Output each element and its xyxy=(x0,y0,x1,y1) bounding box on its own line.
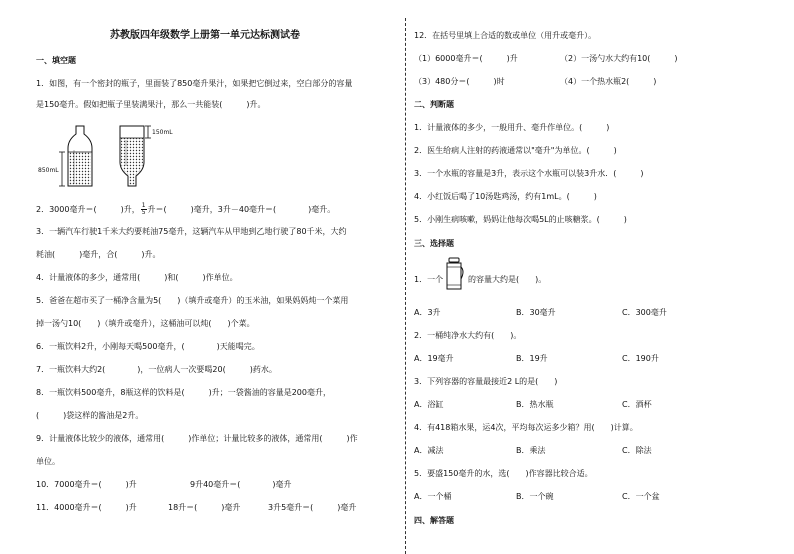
question-12-item-3: （3）480分＝( )时 xyxy=(414,77,505,86)
choice-4-option-b: B．乘法 xyxy=(516,446,546,455)
question-12-item-4: （4）一个热水瓶2( ) xyxy=(560,77,657,86)
fraction-one-fifth xyxy=(141,203,147,216)
choice-3-option-a: A．浴缸 xyxy=(414,400,444,409)
judgment-3: 3．一个水瓶的容量是3升，表示这个水瓶可以装3升水．( ) xyxy=(414,169,644,178)
bottle-figure xyxy=(36,122,186,192)
choice-1-suffix: 的容量大约是( )。 xyxy=(468,275,547,284)
question-10-part-b: 9升40毫升＝( )毫升 xyxy=(190,480,292,489)
question-10-part-a: 10．7000毫升＝( )升 xyxy=(36,480,137,489)
choice-1-prefix: 1．一个 xyxy=(414,275,444,284)
judgment-5: 5．小刚生病咳嗽，妈妈让他每次喝5L的止咳糖浆。( ) xyxy=(414,215,627,224)
thermos-bottle-icon xyxy=(443,257,465,291)
question-1-line-2: 是150毫升。假如把瓶子里装满果汁，那么一共能装( )升。 xyxy=(36,100,266,109)
question-6: 6．一瓶饮料2升，小刚每天喝500毫升，( )天能喝完。 xyxy=(36,342,260,351)
choice-2: 2．一桶纯净水大约有( )。 xyxy=(414,331,522,340)
question-9-line-1: 9．计量液体比较少的液体，通常用( )作单位；计量比较多的液体，通常用( )作 xyxy=(36,434,358,443)
question-3-line-1: 3．一辆汽车行驶1千米大约要耗油75毫升，这辆汽车从甲地到乙地行驶了80千米，大约 xyxy=(36,227,347,236)
question-2-part-b: 升＝( )毫升，3升－40毫升＝( )毫升。 xyxy=(147,205,336,214)
question-12-item-1: （1）6000毫升＝( )升 xyxy=(414,54,518,63)
fraction-denominator: 5 xyxy=(141,209,146,216)
section-answer-heading: 四、解答题 xyxy=(414,516,454,525)
choice-5-option-a: A．一个桶 xyxy=(414,492,452,501)
question-12-item-2: （2）一汤勺水大约有10( ) xyxy=(560,54,678,63)
question-3-line-2: 耗油( )毫升，合( )升。 xyxy=(36,250,161,259)
fraction-numerator: 1 xyxy=(141,202,146,209)
choice-1-option-b: B．30毫升 xyxy=(516,308,556,317)
question-9-line-2: 单位。 xyxy=(36,457,60,466)
question-7: 7．一瓶饮料大约2( )，一位病人一次要喝20( )药水。 xyxy=(36,365,277,374)
choice-5-option-c: C．一个盆 xyxy=(622,492,660,501)
judgment-4: 4．小红饭后喝了10汤匙鸡汤，约有1mL。( ) xyxy=(414,192,597,201)
choice-1-option-c: C．300毫升 xyxy=(622,308,667,317)
choice-4-option-c: C．除法 xyxy=(622,446,652,455)
choice-3: 3．下列容器的容量最接近2 L的是( ) xyxy=(414,377,558,386)
choice-3-option-c: C．酒杯 xyxy=(622,400,652,409)
page-title: 苏教版四年级数学上册第一单元达标测试卷 xyxy=(110,30,300,41)
question-5-line-1: 5．爸爸在超市买了一桶净含量为5( )（填升或毫升）的玉米油，如果妈妈炖一个菜用 xyxy=(36,296,349,305)
label-850ml: 850mL xyxy=(38,167,59,174)
column-divider xyxy=(405,18,406,554)
upright-bottle-icon xyxy=(68,126,92,186)
question-11-part-c: 3升5毫升＝( )毫升 xyxy=(268,503,357,512)
inverted-bottle-icon xyxy=(120,126,144,186)
judgment-1: 1．计量液体的多少，一般用升、毫升作单位。( ) xyxy=(414,123,610,132)
choice-4-option-a: A．减法 xyxy=(414,446,444,455)
choice-3-option-b: B．热水瓶 xyxy=(516,400,554,409)
choice-1-option-a: A．3升 xyxy=(414,308,441,317)
question-8-line-2: ( )袋这样的酱油是2升。 xyxy=(36,411,144,420)
judgment-2: 2．医生给病人注射的药液通常以"毫升"为单位。( ) xyxy=(414,146,617,155)
question-8-line-1: 8．一瓶饮料500毫升，8瓶这样的饮料是( )升；一袋酱油的容量是200毫升， xyxy=(36,388,331,397)
question-12: 12．在括号里填上合适的数或单位（用升或毫升）。 xyxy=(414,31,597,40)
choice-4: 4．有418箱水果，运4次，平均每次运多少箱？用( )计算。 xyxy=(414,423,638,432)
section-choice-heading: 三、选择题 xyxy=(414,239,454,248)
section-judgment-heading: 二、判断题 xyxy=(414,100,454,109)
choice-5-option-b: B．一个碗 xyxy=(516,492,554,501)
label-150ml: 150mL xyxy=(152,129,173,136)
question-2-part-a: 2．3000毫升＝( )升， xyxy=(36,205,140,214)
question-11-part-b: 18升＝( )毫升 xyxy=(168,503,241,512)
choice-2-option-c: C．190升 xyxy=(622,354,659,363)
question-2 xyxy=(36,203,335,216)
choice-2-option-a: A．19毫升 xyxy=(414,354,454,363)
choice-5: 5．要盛150毫升的水，选( )作容器比较合适。 xyxy=(414,469,593,478)
section-fill-in-heading: 一、填空题 xyxy=(36,56,76,65)
choice-2-option-b: B．19升 xyxy=(516,354,548,363)
question-11-part-a: 11．4000毫升＝( )升 xyxy=(36,503,137,512)
question-1-line-1: 1．如图，有一个密封的瓶子，里面装了850毫升果汁，如果把它倒过来，空白部分的容量 xyxy=(36,79,353,88)
question-4: 4．计量液体的多少，通常用( )和( )作单位。 xyxy=(36,273,238,282)
question-5-line-2: 掉一汤勺10( )（填升或毫升），这桶油可以炖( )个菜。 xyxy=(36,319,255,328)
